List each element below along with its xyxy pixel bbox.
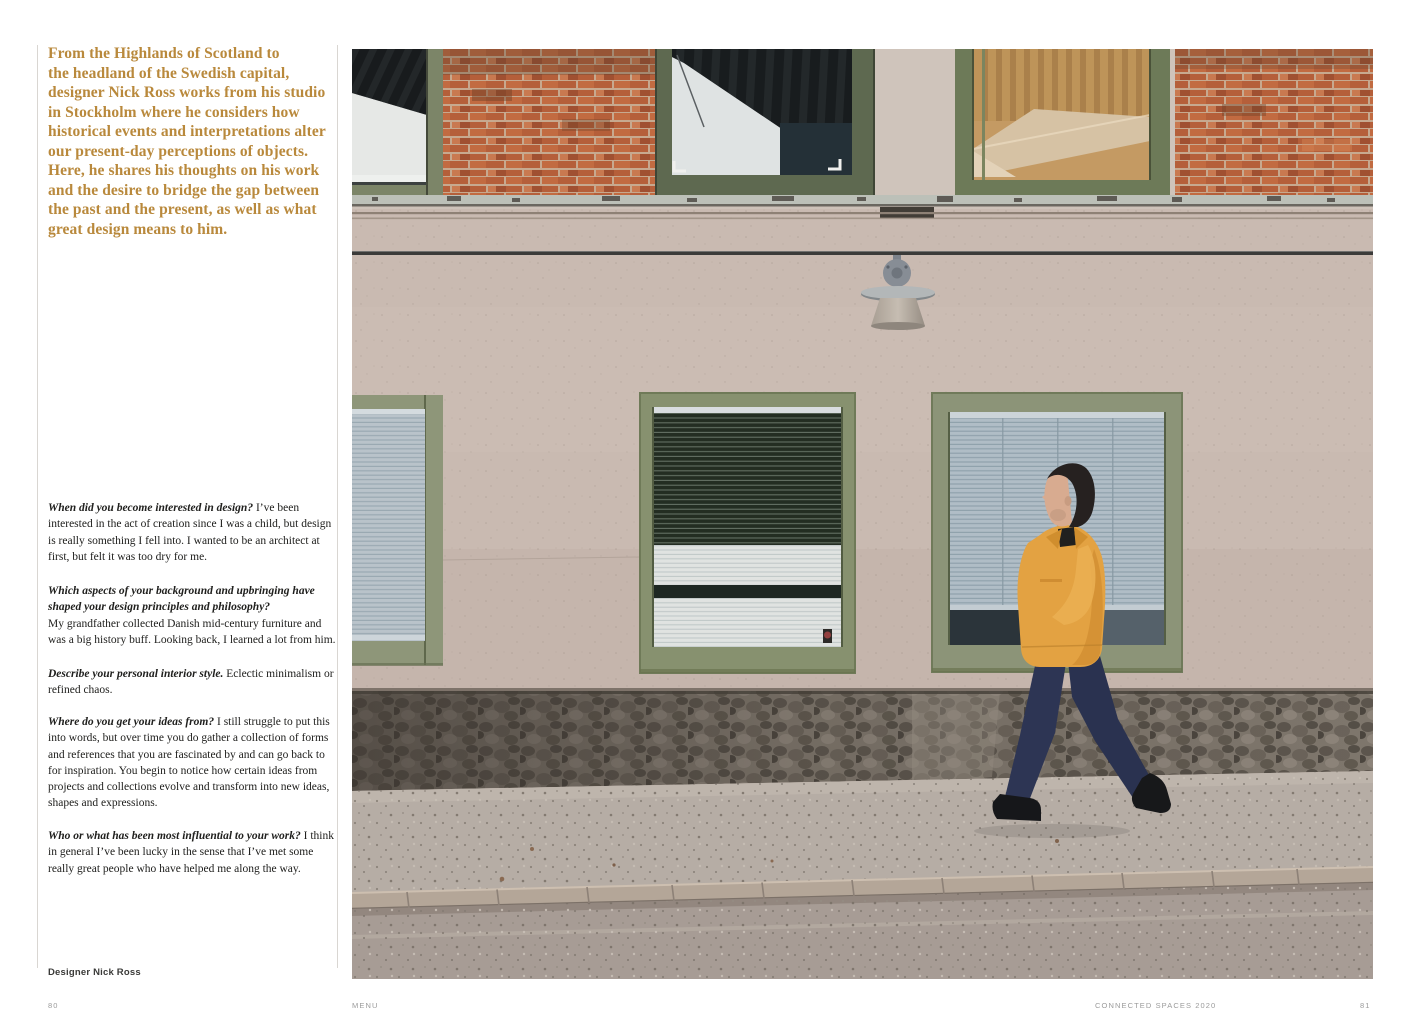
interview-paragraph xyxy=(48,714,336,812)
interview-paragraph xyxy=(48,828,336,877)
photo-illustration xyxy=(352,49,1373,979)
interview-answer: I still struggle to put this into words, but over time you do gather a collection of forms and references that you are fascinated by and can go back to for inspiration. You begin to notice how certain ideas from projects and collections evolve and transform into new ideas, shapes and expressions. xyxy=(48,716,330,810)
window-top-right xyxy=(955,49,1170,195)
interview-question: When did you become interested in design? xyxy=(48,502,254,514)
intro-deck xyxy=(48,44,334,239)
intro-line: designer Nick Ross works from his studio xyxy=(48,84,326,101)
brick-corner xyxy=(1175,49,1373,197)
brick-pier xyxy=(443,49,655,197)
intro-line: From the Highlands of Scotland to xyxy=(48,45,280,62)
publication-title: CONNECTED SPACES 2020 xyxy=(1095,1001,1217,1010)
window-lower-middle xyxy=(640,393,855,673)
intro-line: the headland of the Swedish capital, xyxy=(48,64,290,82)
intro-line: our present-day perceptions of objects. xyxy=(48,142,309,160)
stucco-sliver xyxy=(1170,49,1175,197)
interview-paragraph xyxy=(48,583,336,648)
interview-paragraph xyxy=(48,500,336,565)
menu-link[interactable]: MENU xyxy=(352,1001,379,1010)
interview-paragraph xyxy=(48,666,336,699)
intro-line: great design means to him. xyxy=(48,220,228,238)
interview-question: Who or what has been most influential to your work? xyxy=(48,830,301,842)
interview-answer: I’ve been interested in the act of creation since I was a child, but design is really something I fell into. I wanted to be an architect at first, but felt it was too dry for me. xyxy=(48,502,332,563)
page-number-left: 80 xyxy=(48,1001,59,1010)
interview-question: Where do you get your ideas from? xyxy=(48,716,215,728)
intro-line: Here, he shares his thoughts on his work xyxy=(48,162,320,179)
intro-line: historical events and interpretations alter xyxy=(48,123,326,140)
window-lower-left xyxy=(352,395,443,666)
window-top-middle xyxy=(655,49,875,195)
intro-line: the past and the present, as well as what xyxy=(48,201,317,218)
column-rule-left xyxy=(37,45,38,968)
interview-answer: I think in general I’ve been lucky in the sense that I’ve met some really great people who have helped me along the way. xyxy=(48,830,334,875)
man-shadow xyxy=(974,824,1130,838)
interview-answer: My grandfather collected Danish mid-century furniture and was a big history buff. Looking back, I learned a lot from him. xyxy=(48,617,336,646)
column-rule-right xyxy=(337,45,338,968)
hero-photo xyxy=(352,49,1373,979)
interview-question: Which aspects of your background and upbringing have shaped your design principles and philosophy? xyxy=(48,585,315,614)
page-number-right: 81 xyxy=(1360,1001,1371,1010)
intro-line: and the desire to bridge the gap between xyxy=(48,181,320,199)
interview-answer: Eclectic minimalism or refined chaos. xyxy=(48,668,334,697)
window-sill-band xyxy=(352,195,1373,207)
window-top-left xyxy=(352,49,443,195)
stucco-gap xyxy=(875,49,955,197)
photo-caption: Designer Nick Ross xyxy=(48,967,141,978)
intro-line: in Stockholm where he considers how xyxy=(48,103,300,121)
interview-question: Describe your personal interior style. xyxy=(48,668,224,680)
